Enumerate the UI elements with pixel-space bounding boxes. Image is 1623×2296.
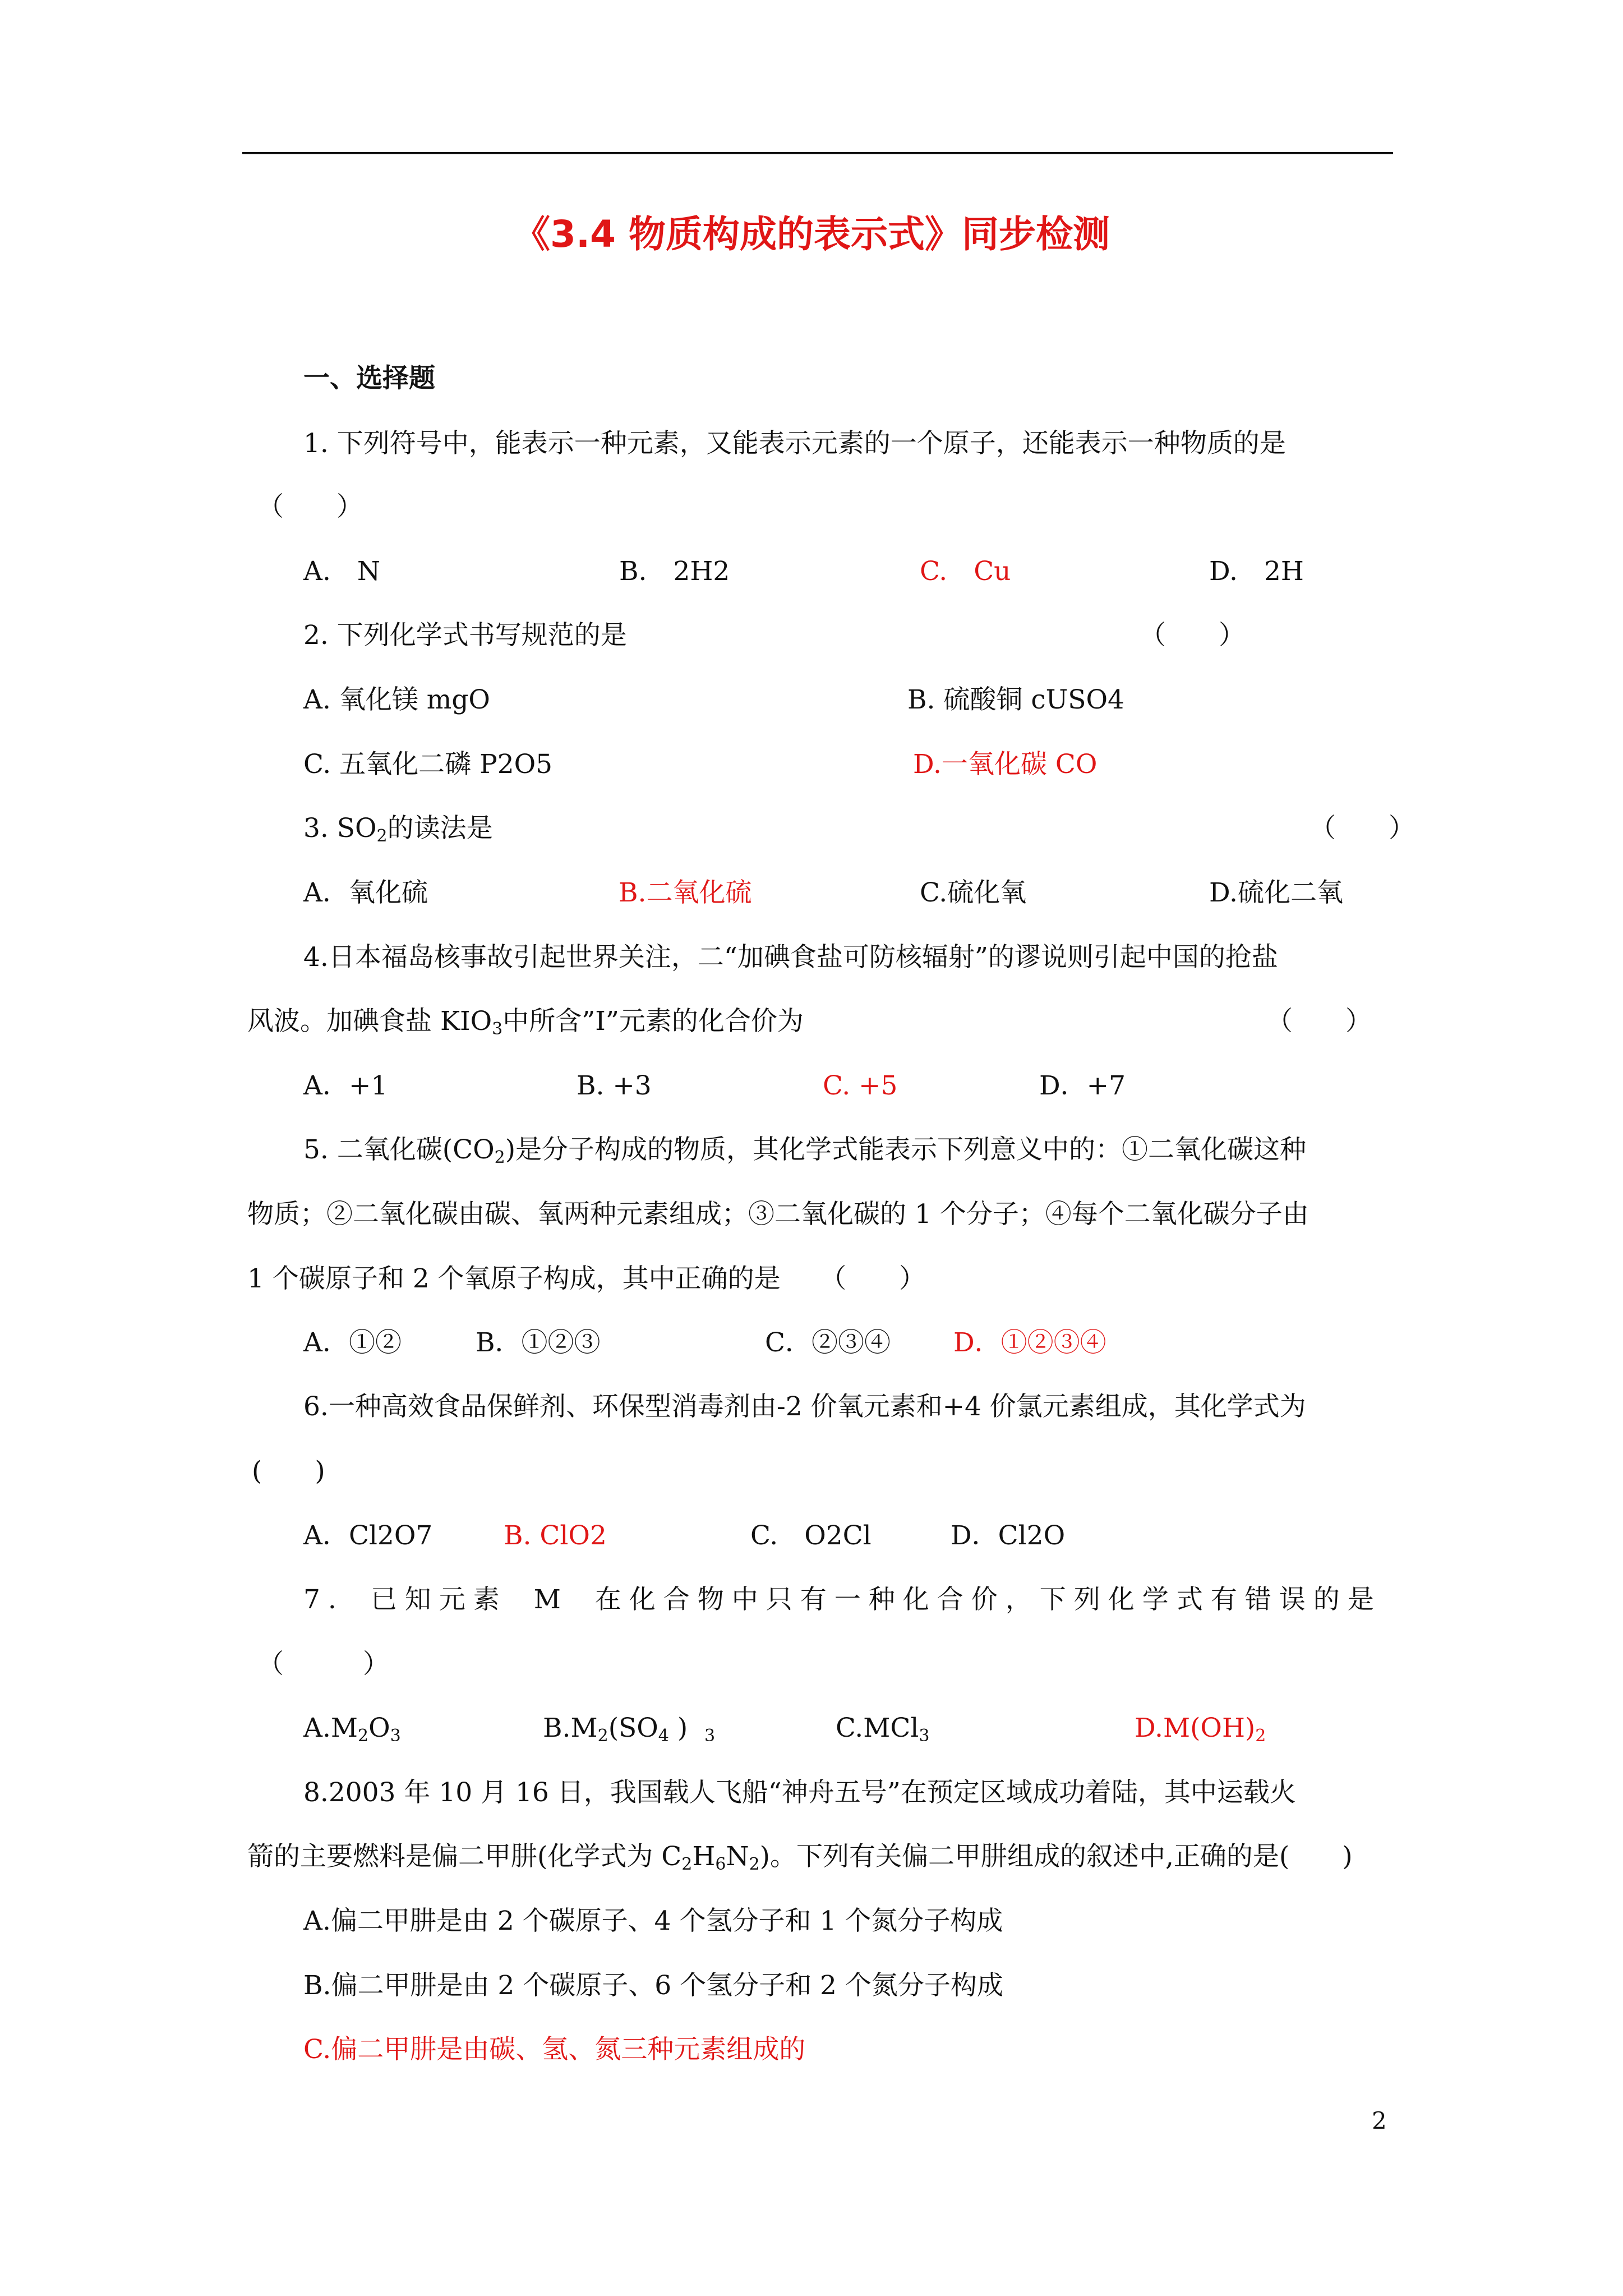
q7-option-b: $B.M_2(SO_4$ ) $_3$ <box>543 1713 716 1746</box>
q1-option-d: D. 2H <box>1209 556 1304 587</box>
q5-option-a: A．①② <box>303 1327 402 1358</box>
question-1-text: 1. 下列符号中，能表示一种元素，又能表示元素的一个原子，还能表示一种物质的是 <box>303 428 1286 459</box>
q3-option-c: C.硫化氧 <box>920 877 1027 908</box>
q2-option-d: D.一氧化碳 CO <box>913 749 1098 780</box>
q1-option-a: A. N <box>303 556 381 587</box>
question-8-text: 8.2003 年 10 月 16 日，我国载人飞船“神舟五号”在预定区域成功着陆，其中运载火 <box>303 1777 1296 1808</box>
question-1-paren: （ ） <box>257 491 363 522</box>
q5-option-d: D．①②③④ <box>953 1327 1106 1358</box>
question-5-text-3: 1 个碳原子和 2 个氧原子构成，其中正确的是 （ ） <box>247 1263 926 1294</box>
question-5-text: 5. 二氧化碳$(CO_2)$是分子构成的物质，其化学式能表示下列意义中的：①二氧化碳这种 <box>303 1134 1307 1167</box>
q8-option-c: C.偏二甲肼是由碳、氢、氮三种元素组成的 <box>303 2034 806 2065</box>
question-5-text-2: 物质；②二氧化碳由碳、氧两种元素组成；③二氧化碳的 1 个分子；④每个二氧化碳分子由 <box>247 1199 1309 1230</box>
q4-option-c: C. +5 <box>823 1070 898 1101</box>
q4-option-a: A．+1 <box>303 1070 388 1101</box>
q6-option-d: D．Cl2O <box>951 1520 1066 1551</box>
page-title: 《3.4 物质构成的表示式》同步检测 <box>513 213 1110 256</box>
question-4-text-2: 风波。加碘食盐 $KIO_3$中所含”I”元素的化合价为 <box>247 1006 804 1039</box>
q3-option-d: D.硫化二氧 <box>1209 877 1343 908</box>
q4-option-d: D．+7 <box>1039 1070 1126 1101</box>
q6-option-b: B. ClO2 <box>504 1520 607 1551</box>
q7-option-c: C.MCl$_3$ <box>836 1713 930 1746</box>
question-7-text: 7. 已知元素 M 在化合物中只有一种化合价，下列化学式有错误的是 <box>303 1584 1382 1615</box>
q2-option-c: C. 五氧化二磷 P2O5 <box>303 749 553 780</box>
q2-option-b: B. 硫酸铜 cUSO4 <box>907 684 1124 715</box>
q2-option-a: A. 氧化镁 mgO <box>303 684 490 715</box>
q1-option-b: B. 2H2 <box>619 556 730 587</box>
q6-option-a: A．Cl2O7 <box>303 1520 433 1551</box>
q1-option-c: C. Cu <box>920 556 1011 587</box>
question-6-paren: ( ) <box>252 1456 325 1487</box>
question-6-text: 6.一种高效食品保鲜剂、环保型消毒剂由-2 价氧元素和+4 价氯元素组成，其化学式为 <box>303 1391 1306 1422</box>
q4-option-b: B. +3 <box>577 1070 652 1101</box>
question-8-text-2: 箭的主要燃料是偏二甲肼(化学式为 $C_2H_6N_2$)。下列有关偏二甲肼组成的叙述中,正确的是( ) <box>247 1841 1353 1874</box>
q3-option-a: A．氧化硫 <box>303 877 428 908</box>
question-7-paren: （ ） <box>257 1649 389 1680</box>
question-4-paren: （ ） <box>1266 1006 1372 1037</box>
question-2-text: 2. 下列化学式书写规范的是 <box>303 620 627 651</box>
question-2-paren: （ ） <box>1140 620 1245 651</box>
q8-option-b: B.偏二甲肼是由 2 个碳原子、6 个氢分子和 2 个氮分子构成 <box>303 1970 1003 2001</box>
q8-option-a: A.偏二甲肼是由 2 个碳原子、4 个氢分子和 1 个氮分子构成 <box>303 1906 1003 1936</box>
section-heading: 一、选择题 <box>303 363 435 394</box>
q6-option-c: C. O2Cl <box>750 1520 872 1551</box>
q3-option-b: B.二氧化硫 <box>619 877 752 908</box>
q5-option-b: B．①②③ <box>476 1327 601 1358</box>
header-rule <box>242 152 1393 154</box>
q5-option-c: C．②③④ <box>765 1327 891 1358</box>
q7-option-d: $D.M(OH)_2$ <box>1135 1713 1266 1746</box>
question-3-text: 3. $SO_2$的读法是 <box>303 813 493 846</box>
question-4-text: 4.日本福岛核事故引起世界关注，二“加碘食盐可防核辐射”的谬说则引起中国的抢盐 <box>303 942 1278 973</box>
page-number: 2 <box>1372 2107 1387 2134</box>
q7-option-a: $A.M_2O_3$ <box>303 1713 401 1746</box>
question-3-paren: （ ） <box>1310 813 1415 844</box>
